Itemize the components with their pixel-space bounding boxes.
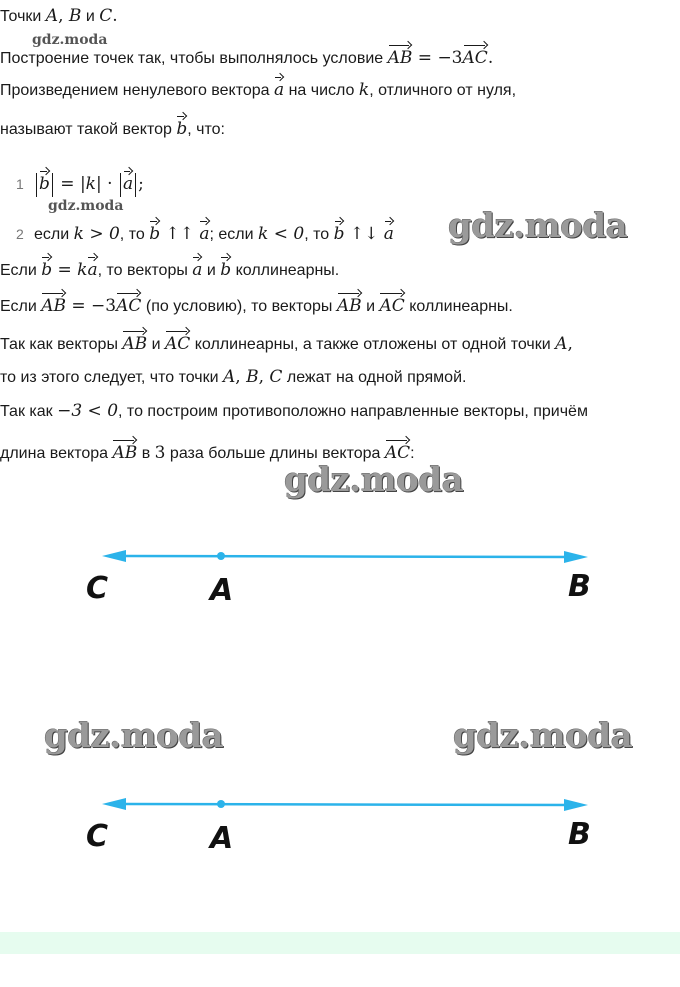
list-item-1 <box>0 170 144 197</box>
point-label-C: C <box>86 571 109 606</box>
text-fragment: : <box>410 445 415 462</box>
text-fragment: коллинеарны. <box>404 298 513 315</box>
math-comma: , <box>567 334 573 354</box>
text-fragment: , то <box>119 226 150 243</box>
math-comma: , <box>235 367 247 387</box>
math-C: C <box>99 6 113 26</box>
math-A: A <box>45 6 59 26</box>
math-three: 3 <box>154 443 166 463</box>
text-line-construction <box>0 401 588 422</box>
abs-bar <box>120 173 121 197</box>
abs-bar <box>36 173 37 197</box>
text-fragment: раза больше длины вектора <box>165 445 385 462</box>
vector-AC: AC <box>385 439 410 463</box>
text-fragment: коллинеарны. <box>231 262 340 279</box>
text-line-definition <box>0 76 516 101</box>
vector-line <box>112 556 578 557</box>
arrowhead-right <box>564 551 588 563</box>
text-fragment: называют такой вектор <box>0 121 177 138</box>
math-comma: , <box>58 6 69 26</box>
text-fragment: Если <box>0 298 42 315</box>
vector-b: b <box>149 220 160 244</box>
text-fragment: на число <box>284 82 359 99</box>
point-label-A: A <box>210 573 234 608</box>
text-fragment: (по условию), то векторы <box>141 298 337 315</box>
vector-AC: AC <box>379 292 404 316</box>
text-fragment: лежат на одной прямой. <box>282 369 467 386</box>
vector-a: a <box>199 220 209 244</box>
text-line-collinear-1 <box>0 256 339 281</box>
text-line-condition <box>0 44 493 69</box>
math-k-lt-0: k < 0 <box>258 224 305 244</box>
math-k-gt-0: k > 0 <box>73 224 120 244</box>
text-fragment: , то построим противоположно направленные векторы, причём <box>118 403 588 420</box>
watermark: gdz.moda <box>453 716 633 756</box>
vector-a: a <box>384 220 394 244</box>
math-eq: = <box>54 174 80 194</box>
text-fragment: и <box>202 262 221 279</box>
point-label-B: B <box>568 569 591 604</box>
text-fragment: Так как <box>0 403 58 420</box>
watermark: gdz.moda <box>284 460 464 500</box>
math-semicolon: ; <box>138 174 144 194</box>
math-eq: = −3 <box>66 296 117 316</box>
math-k: k <box>77 260 88 280</box>
text-fragment: и <box>147 336 165 353</box>
vector-a: a <box>123 170 133 194</box>
footer-band <box>0 932 680 954</box>
text-fragment: коллинеарны, а также отложены от одной точки <box>190 336 556 353</box>
vector-b: b <box>176 115 187 139</box>
vector-AB: AB <box>41 292 66 316</box>
text-fragment: в <box>137 445 155 462</box>
text-fragment: Произведением ненулевого вектора <box>0 82 274 99</box>
abs-bar <box>135 173 136 197</box>
text-line-reasoning <box>0 330 573 355</box>
point-A-dot <box>217 800 225 808</box>
vector-AC: AC <box>116 292 141 316</box>
vector-diagram-1 <box>0 540 680 610</box>
point-label-C: C <box>86 819 109 854</box>
text-line-conclusion <box>0 367 466 388</box>
abs-bar <box>52 173 53 197</box>
text-fragment: Точки <box>0 8 46 25</box>
text-line-points <box>0 6 118 27</box>
codirected-sign: ↑↑ <box>160 224 200 244</box>
math-eq: = <box>52 260 78 280</box>
text-fragment: Так как векторы <box>0 336 123 353</box>
vector-diagram-2 <box>0 788 680 858</box>
vector-b: b <box>39 170 50 194</box>
watermark: gdz.moda <box>48 198 124 214</box>
math-A: A <box>223 367 236 387</box>
vector-b: b <box>41 256 52 280</box>
math-A: A <box>555 334 568 354</box>
text-fragment: длина вектора <box>0 445 113 462</box>
vector-b: b <box>220 256 231 280</box>
text-fragment: и <box>361 298 380 315</box>
math-eq: = −3 <box>412 48 463 68</box>
text-fragment: , то <box>304 226 334 243</box>
point-label-B: B <box>568 817 591 852</box>
vector-b: b <box>334 220 345 244</box>
text-fragment: Построение точек так, чтобы выполнялось условие <box>0 50 388 67</box>
list-number: 2 <box>16 226 24 242</box>
vector-a: a <box>274 76 284 100</box>
arrowhead-left <box>102 798 126 810</box>
vector-line <box>112 804 578 805</box>
text-fragment: то из этого следует, что точки <box>0 369 223 386</box>
text-line-definition-2 <box>0 115 225 140</box>
text-fragment: если <box>34 226 74 243</box>
point-A-dot <box>217 552 225 560</box>
text-fragment: , то векторы <box>97 262 193 279</box>
math-period: . <box>112 6 118 26</box>
math-period: . <box>487 48 494 68</box>
vector-AC: AC <box>463 44 488 68</box>
arrowhead-right <box>564 799 588 811</box>
arrowhead-left <box>102 550 126 562</box>
vector-AC: AC <box>165 330 190 354</box>
math-B: B <box>246 367 259 387</box>
list-item-2 <box>0 220 394 245</box>
math-comma: , <box>258 367 270 387</box>
text-fragment: , отличного от нуля, <box>369 82 517 99</box>
text-fragment: , что: <box>187 121 225 138</box>
math-B: B <box>68 6 82 26</box>
math-k: k <box>358 80 370 100</box>
math-abs-k: |k| <box>79 174 102 194</box>
vector-a: a <box>87 256 97 280</box>
math-dot: · <box>101 174 118 194</box>
vector-AB: AB <box>122 330 147 354</box>
point-label-A: A <box>210 821 234 856</box>
text-fragment: ; если <box>209 226 259 243</box>
text-fragment: Если <box>0 262 42 279</box>
math-inequality: −3 < 0 <box>57 401 119 421</box>
list-number: 1 <box>16 176 24 192</box>
text-fragment: и <box>81 8 100 25</box>
vector-AB: AB <box>337 292 362 316</box>
watermark: gdz.moda <box>32 32 108 48</box>
watermark: gdz.moda <box>448 206 628 246</box>
watermark: gdz.moda <box>44 716 224 756</box>
text-line-collinear-2 <box>0 292 513 317</box>
vector-AB: AB <box>112 439 137 463</box>
vector-a: a <box>192 256 202 280</box>
vector-AB: AB <box>388 44 413 68</box>
math-C: C <box>269 367 283 387</box>
opposite-sign: ↑↓ <box>344 224 384 244</box>
